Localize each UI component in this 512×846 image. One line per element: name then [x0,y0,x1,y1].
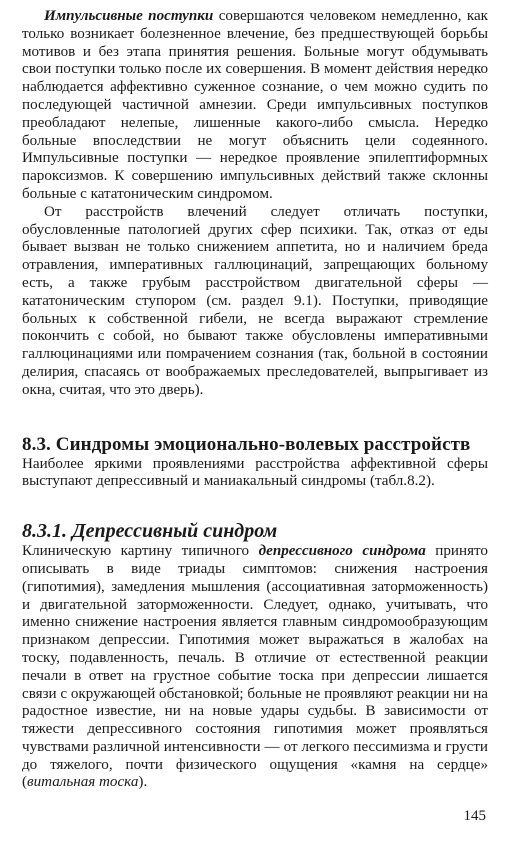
paragraph-text: принято описывать в виде триады симптомов: снижения настроения (гипотимия), замедления мышления (ассоциативная заторможенность) и двигательной заторможенности. Следует, однако, учитывать, что именно снижение настроения является главным синдромообразующим признаком депрессии. Гипотимия может выражаться в жалобах на тоску, подавленность, печаль. В отличие от естественной реакции печали в ответ на грустное событие тоска при депрессии лишается связи с окружающей обстановкой; больные не проявляют реакции ни на радостное известие, ни на новые удары судьбы. В зависимости от тяжести депрессивного состояния гипотимия может проявляться чувствами различной интенсивности — от легкого пессимизма и грусти до тяжелого, почти физического ощущения «камня на сердце» ( [22,543,488,791]
subsection-heading: 8.3.1. Депрессивный синдром [22,520,278,543]
paragraph-affective-intro: Наиболее яркими проявлениями расстройства аффективной сферы выступают депрессивный и маниакальный синдромы (табл.8.2). [22,455,488,490]
term-impulsive-acts: Импульсивные поступки [44,8,214,24]
term-vital-melancholy: витальная тоска [27,774,139,791]
paragraph-impulsive-acts [22,8,488,204]
term-depressive-syndrome: депрессивного синдрома [258,543,426,560]
paragraph-text: Клиническую картину типичного [22,543,259,560]
page-content [22,8,488,792]
paragraph-text: ). [138,774,148,791]
paragraph-depressive-syndrome [22,543,488,792]
paragraph-distinguish-acts: От расстройств влечений следует отличать поступки, обусловленные патологией других сфер психики. Так, отказ от еды бывает вызван не только снижением аппетита, но и наличием бреда отравления, императивных галлюцинаций, запрещающих больному есть, а также грубым расстройством двигательной сферы — кататоническим ступором (см. раздел 9.1). Поступки, приводящие больных к собственной гибели, не всегда выражают стремление покончить с собой, но бывают также обусловлены императивными галлюцинациями или помрачением сознания (так, больной в состоянии делирия, спасаясь от воображаемых преследователей, выпрыгивает из окна, считая, что это дверь). [22,203,488,398]
paragraph-text: совершаются человеком немедленно, как только возникает болезненное влечение, без предшествующей борьбы мотивов и без этапа принятия решения. Больные могут обдумывать свои поступки только после их совершения. В момент действия нередко наблюдается аффективно суженное сознание, о чем можно судить по последующей частичной амнезии. Среди импульсивных поступков преобладают нелепые, лишенные какого-либо смысла. Нередко больные впоследствии не могут объяснить цели содеянного. Импульсивные поступки — нередкое проявление эпилептиформных пароксизмов. К совершению импульсивных действий также склонны больные с кататоническим синдромом. [22,8,488,202]
page-number: 145 [463,808,486,824]
section-heading: 8.3. Синдромы эмоционально-волевых расстройств [22,433,471,455]
